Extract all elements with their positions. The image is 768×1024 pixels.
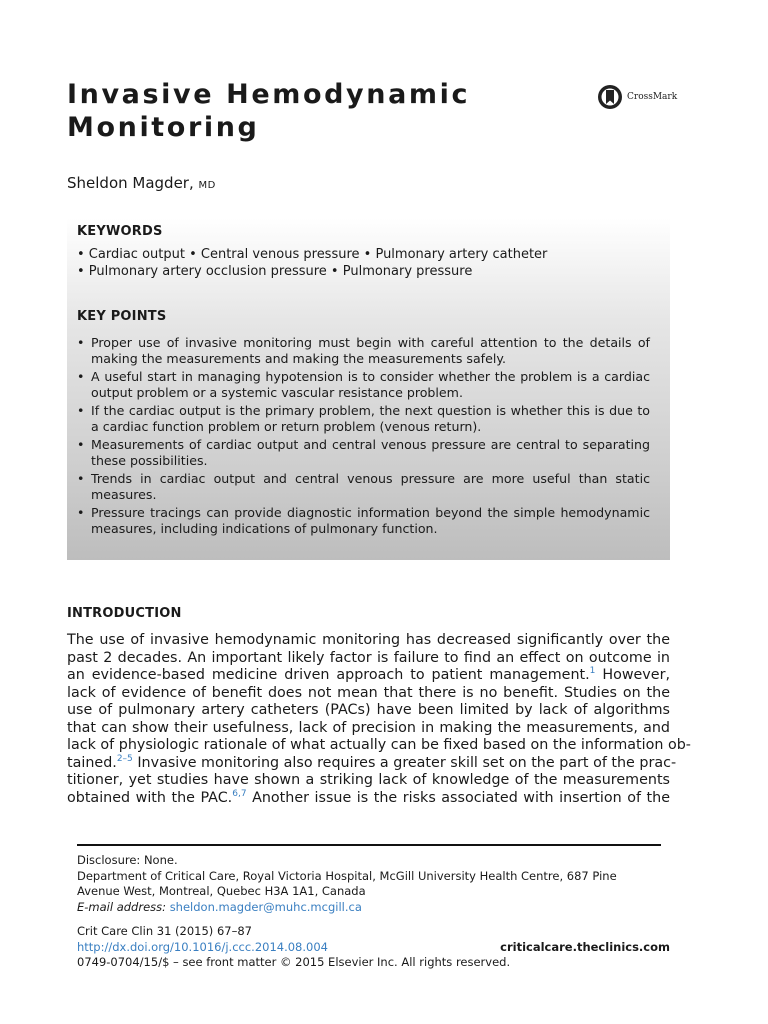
author-line (67, 174, 216, 192)
key-point-item: • Proper use of invasive monitoring must begin with careful attention to the details of making the measurements and making the measurements safely. (77, 335, 650, 366)
crossmark-badge[interactable] (597, 84, 677, 110)
disclosure: Disclosure: None. (77, 853, 178, 867)
affiliation-line-2: Avenue West, Montreal, Quebec H3A 1A1, Canada (77, 884, 366, 898)
journal-site[interactable]: criticalcare.theclinics.com (500, 939, 670, 954)
bullet-icon: • (77, 335, 85, 350)
bullet-icon: • (77, 505, 85, 520)
keywords-line-2: • Pulmonary artery occlusion pressure • Pulmonary pressure (77, 264, 473, 279)
bullet-icon: • (77, 471, 85, 486)
journal-info (77, 924, 670, 971)
citation-ref[interactable]: 6,7 (232, 788, 247, 799)
citation-ref[interactable]: 2–5 (116, 753, 133, 764)
email-line (77, 900, 677, 916)
body-line: tained.$^{2-5}$ Invasive monitoring also requires a greater skill set on the part of the prac- (67, 753, 677, 771)
key-point-item: • If the cardiac output is the primary problem, the next question is whether this is due to a cardiac function problem or return problem (venous return). (77, 403, 650, 434)
body-line: lack of evidence of benefit does not mean that there is no benefit. Studies on the (67, 684, 670, 701)
body-line: use of pulmonary artery catheters (PACs) have been limited by lack of algorithms (67, 702, 670, 718)
body-line: that can show their usefulness, lack of precision in making the measurements, and (67, 719, 670, 736)
footnote-divider (77, 844, 661, 846)
key-point-item: • Measurements of cardiac output and central venous pressure are central to separating these possibilities. (77, 437, 650, 468)
author-name: Sheldon Magder, (67, 174, 194, 192)
body-line: lack of physiologic rationale of what actually can be fixed based on the information ob- (67, 737, 691, 753)
email-label: E-mail address: (77, 899, 167, 914)
doi-link[interactable]: http://dx.doi.org/10.1016/j.ccc.2014.08.004 (77, 939, 328, 954)
crossmark-icon (597, 84, 623, 110)
body-line: an evidence-based medicine driven approach to patient management.$^1$ However, (67, 666, 670, 683)
body-line: past 2 decades. An important likely factor is failure to find an effect on outcome in (67, 649, 670, 666)
key-point-item: • A useful start in managing hypotension is to consider whether the problem is a cardiac output problem or a systemic vascular resistance problem. (77, 369, 650, 400)
key-points-list (77, 335, 650, 539)
bullet-icon: • (77, 369, 85, 384)
key-points-heading: KEY POINTS (77, 309, 167, 324)
key-point-item: • Trends in cardiac output and central venous pressure are more useful than static measures. (77, 471, 650, 502)
bullet-icon: • (77, 437, 85, 452)
body-line: titioner, yet studies have shown a striking lack of knowledge of the measurements (67, 772, 670, 788)
copyright: 0749-0704/15/$ – see front matter © 2015 Elsevier Inc. All rights reserved. (77, 955, 511, 969)
crossmark-label: CrossMark (627, 92, 678, 102)
author-degree: MD (198, 180, 216, 191)
introduction-heading: INTRODUCTION (67, 606, 182, 621)
affiliation-line-1: Department of Critical Care, Royal Victoria Hospital, McGill University Health Centre, 687 Pine (77, 868, 617, 883)
article-title (67, 78, 470, 144)
keywords-keypoints-box (67, 218, 670, 560)
citation-ref[interactable]: 1 (589, 666, 596, 677)
keywords-heading: KEYWORDS (77, 224, 163, 239)
bullet-icon: • (77, 403, 85, 418)
title-line-1: Invasive Hemodynamic (67, 79, 471, 110)
title-line-2: Monitoring (67, 112, 260, 143)
key-point-item: • Pressure tracings can provide diagnostic information beyond the simple hemodynamic measures, including indications of pulmonary function. (77, 505, 650, 536)
journal-citation: Crit Care Clin 31 (2015) 67–87 (77, 924, 252, 938)
body-line: The use of invasive hemodynamic monitoring has decreased significantly over the (67, 632, 670, 648)
footnotes (77, 853, 677, 915)
body-line: obtained with the PAC.$^{6,7}$ Another issue is the risks associated with insertion of the (67, 788, 670, 806)
introduction-paragraph (67, 632, 691, 807)
keywords-line-1: • Cardiac output • Central venous pressure • Pulmonary artery catheter (77, 247, 548, 262)
email-link[interactable]: sheldon.magder@muhc.mcgill.ca (169, 899, 362, 914)
